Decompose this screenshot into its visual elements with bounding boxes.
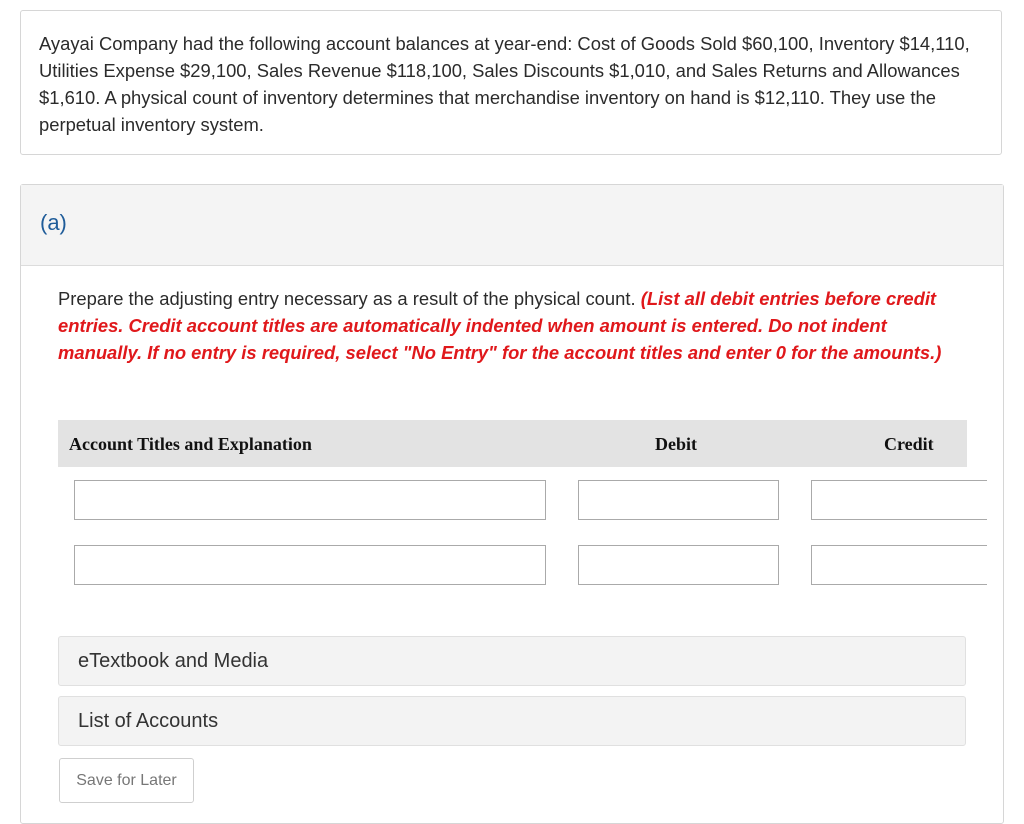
list-of-accounts-label: List of Accounts xyxy=(78,710,219,732)
instruction-main: Prepare the adjusting entry necessary as a result of the physical count. xyxy=(58,288,636,309)
instruction-text xyxy=(58,285,963,366)
account-title-input-row-1[interactable] xyxy=(74,480,546,520)
credit-input-row-2[interactable] xyxy=(811,545,987,585)
journal-table-header xyxy=(58,420,967,467)
part-header xyxy=(21,185,1003,266)
save-for-later-button[interactable]: Save for Later xyxy=(59,758,194,803)
problem-text: Ayayai Company had the following account balances at year-end: Cost of Goods Sold $60,100, Inventory $14,110, Utilities Expense $29,100, Sales Revenue $118,100, Sales Discounts $1,010, and Sales Returns and Allowances $1,610. A physical count of inventory determines that merchandise inventory on hand is $12,110. They use the perpetual inventory system. xyxy=(39,33,970,135)
instruction-hint: (List all debit entries before credit entries. Credit account titles are automatically indented when amount is entered. Do not indent manually. If no entry is required, select "No Entry" for the account titles and enter 0 for the amounts.) xyxy=(58,288,942,363)
part-a-panel xyxy=(20,184,1004,824)
credit-input-row-1[interactable] xyxy=(811,480,987,520)
account-title-input-row-2[interactable] xyxy=(74,545,546,585)
part-label: (a) xyxy=(40,210,67,235)
debit-input-row-2[interactable] xyxy=(578,545,779,585)
list-of-accounts-button[interactable] xyxy=(58,696,966,746)
credit-column-header: Credit xyxy=(884,434,934,454)
etextbook-media-label: eTextbook and Media xyxy=(78,650,269,672)
debit-column-header: Debit xyxy=(655,434,697,454)
problem-statement-box xyxy=(20,10,1002,155)
etextbook-media-button[interactable] xyxy=(58,636,966,686)
debit-input-row-1[interactable] xyxy=(578,480,779,520)
account-column-header: Account Titles and Explanation xyxy=(69,434,312,454)
